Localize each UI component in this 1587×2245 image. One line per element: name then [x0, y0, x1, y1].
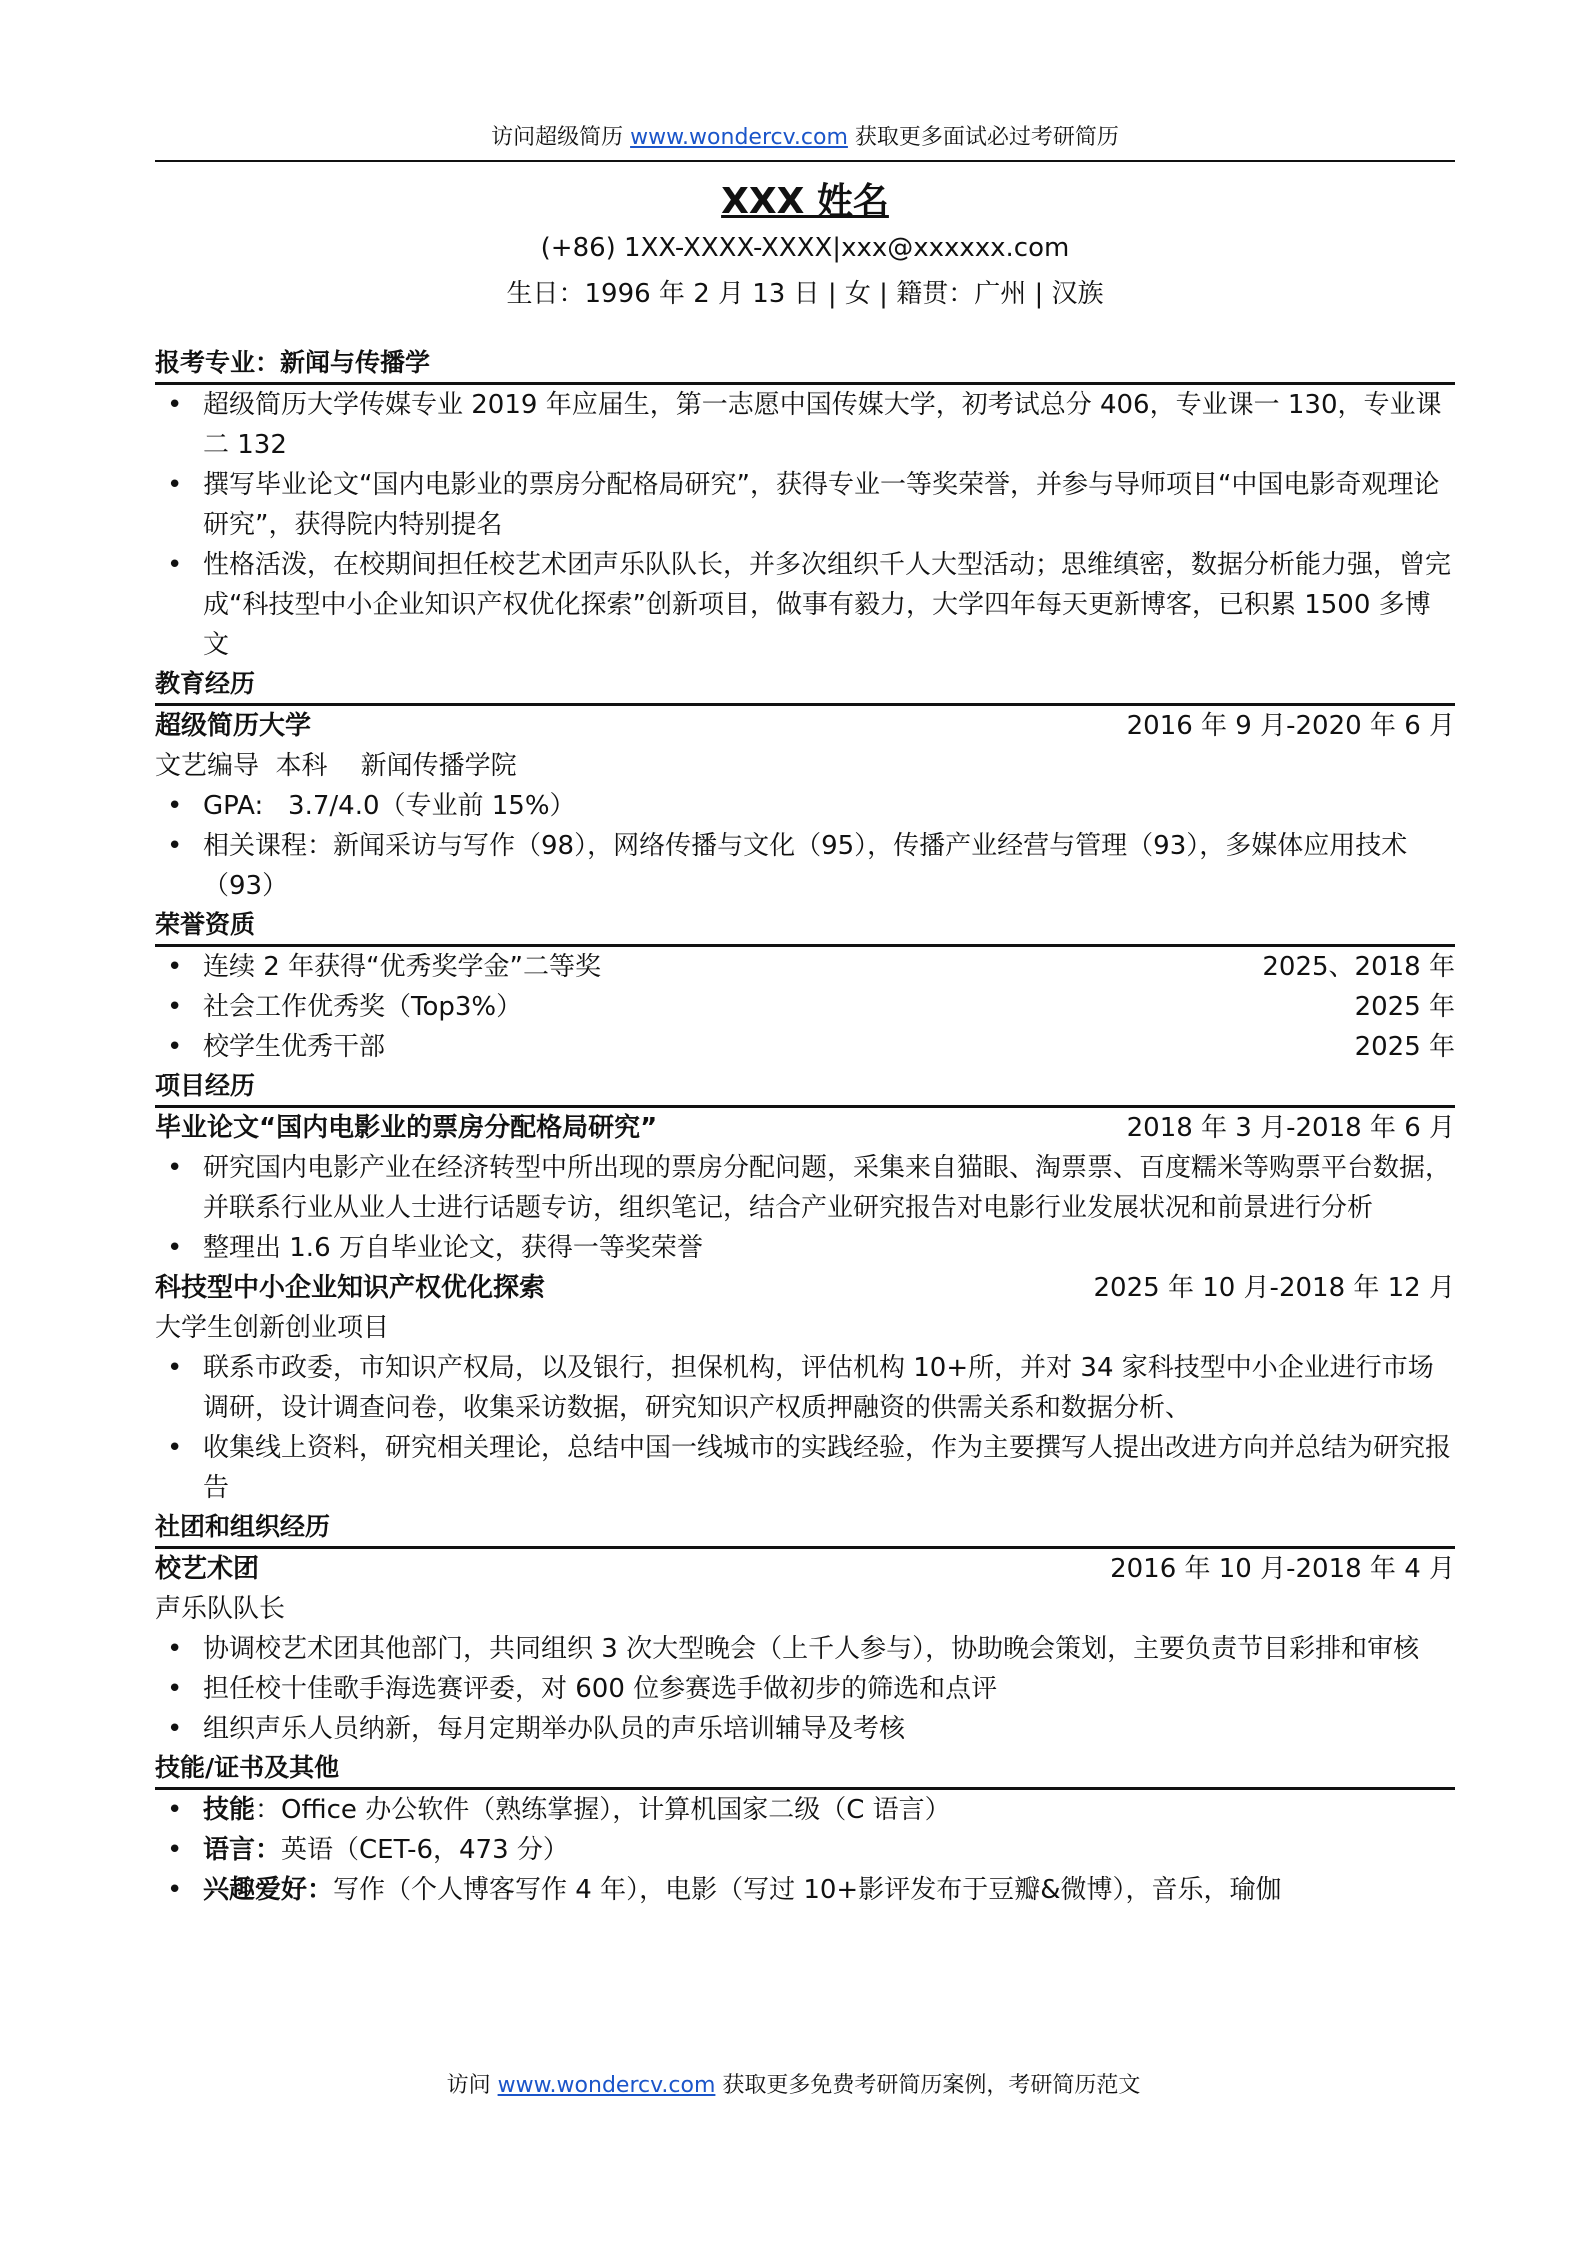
skill-separator: ： — [255, 1795, 282, 1825]
section-title-clubs: 社团和组织经历 — [155, 1508, 1455, 1549]
top-divider — [155, 160, 1455, 162]
project-bullets — [155, 1348, 1455, 1508]
list-item: • 撰写毕业论文“国内电影业的票房分配格局研究”，获得专业一等奖荣誉，并参与导师项目“中国电影奇观理论研究”，获得院内特别提名 — [155, 465, 1455, 545]
skills-list — [155, 1790, 1455, 1910]
list-item: • 协调校艺术团其他部门，共同组织 3 次大型晚会（上千人参与），协助晚会策划，主要负责节目彩排和审核 — [155, 1629, 1455, 1669]
education-header — [155, 706, 1455, 746]
project-bullets — [155, 1148, 1455, 1268]
club-date: 2016 年 10 月-2018 年 4 月 — [1110, 1554, 1455, 1584]
footer-banner — [0, 2068, 1587, 2099]
school-name: 超级简历大学 — [155, 711, 312, 741]
resume-page — [155, 0, 1455, 1910]
skill-label: 语言： — [203, 1835, 282, 1865]
list-item: • 性格活泼，在校期间担任校艺术团声乐队队长，并多次组织千人大型活动；思维缜密，数据分析能力强，曾完成“科技型中小企业知识产权优化探索”创新项目，做事有毅力，大学四年每天更新博客，已积累 1500 多博文 — [155, 545, 1455, 665]
honor-item — [155, 947, 1455, 987]
education-detail: 文艺编导 本科 新闻传播学院 — [155, 751, 517, 781]
skill-text: 写作（个人博客写作 4 年），电影（写过 10+影评发布于豆瓣&微博），音乐，瑜伽 — [333, 1875, 1282, 1905]
club-bullets — [155, 1629, 1455, 1749]
skill-label: 技能 — [203, 1795, 256, 1825]
candidate-name: XXX 姓名 — [721, 181, 889, 222]
honor-text: • 社会工作优秀奖（Top3%） — [203, 992, 523, 1022]
personal-info: 生日：1996 年 2 月 13 日 | 女 | 籍贯：广州 | 汉族 — [506, 279, 1104, 309]
skill-item — [155, 1830, 1455, 1870]
honor-item — [155, 987, 1455, 1027]
club-header — [155, 1549, 1455, 1589]
project-name: 科技型中小企业知识产权优化探索 — [155, 1273, 546, 1303]
honor-year: 2025 年 — [1354, 992, 1455, 1022]
honor-text: • 连续 2 年获得“优秀奖学金”二等奖 — [203, 952, 602, 982]
section-title-honors: 荣誉资质 — [155, 906, 1455, 947]
honor-year: 2025、2018 年 — [1262, 952, 1455, 982]
list-item: • 组织声乐人员纳新，每月定期举办队员的声乐培训辅导及考核 — [155, 1709, 1455, 1749]
honor-year: 2025 年 — [1354, 1032, 1455, 1062]
list-item: • 担任校十佳歌手海选赛评委，对 600 位参赛选手做初步的筛选和点评 — [155, 1669, 1455, 1709]
project-header — [155, 1268, 1455, 1308]
project-date: 2018 年 3 月-2018 年 6 月 — [1126, 1113, 1455, 1143]
section-title-skills: 技能/证书及其他 — [155, 1749, 1455, 1790]
education-date: 2016 年 9 月-2020 年 6 月 — [1126, 711, 1455, 741]
contact-line: (+86) 1XX-XXXX-XXXX|xxx@xxxxxx.com — [540, 233, 1070, 263]
section-title-target: 报考专业：新闻与传播学 — [155, 344, 1455, 385]
education-bullets — [155, 786, 1455, 906]
target-bullets — [155, 385, 1455, 665]
honor-text: • 校学生优秀干部 — [203, 1032, 386, 1062]
banner-suffix: 获取更多面试必过考研简历 — [847, 125, 1119, 150]
project-subtitle: 大学生创新创业项目 — [155, 1313, 390, 1343]
skill-label: 兴趣爱好： — [203, 1875, 334, 1905]
top-banner — [155, 0, 1455, 156]
project-date: 2025 年 10 月-2018 年 12 月 — [1093, 1273, 1455, 1303]
footer-suffix: 获取更多免费考研简历案例，考研简历范文 — [715, 2073, 1141, 2098]
project-name: 毕业论文“国内电影业的票房分配格局研究” — [155, 1113, 658, 1143]
club-name: 校艺术团 — [155, 1554, 260, 1584]
footer-link[interactable]: www.wondercv.com — [497, 2073, 716, 2098]
honor-item — [155, 1027, 1455, 1067]
club-role: 声乐队队长 — [155, 1594, 286, 1624]
list-item: • 收集线上资料，研究相关理论，总结中国一线城市的实践经验，作为主要撰写人提出改进方向并总结为研究报告 — [155, 1428, 1455, 1508]
section-title-projects: 项目经历 — [155, 1067, 1455, 1108]
skill-text: Office 办公软件（熟练掌握），计算机国家二级（C 语言） — [281, 1795, 951, 1825]
list-item: • 超级简历大学传媒专业 2019 年应届生，第一志愿中国传媒大学，初考试总分 406，专业课一 130，专业课二 132 — [155, 385, 1455, 465]
list-item: • 研究国内电影产业在经济转型中所出现的票房分配问题，采集来自猫眼、淘票票、百度糯米等购票平台数据，并联系行业从业人士进行话题专访，组织笔记，结合产业研究报告对电影行业发展状况和前景进行分析 — [155, 1148, 1455, 1228]
list-item: • 相关课程：新闻采访与写作（98），网络传播与文化（95），传播产业经营与管理（93），多媒体应用技术（93） — [155, 826, 1455, 906]
project-header — [155, 1108, 1455, 1148]
list-item: • 整理出 1.6 万自毕业论文，获得一等奖荣誉 — [155, 1228, 1455, 1268]
banner-link[interactable]: www.wondercv.com — [630, 125, 848, 150]
skill-text: 英语（CET-6，473 分） — [281, 1835, 569, 1865]
list-item: • 联系市政委，市知识产权局，以及银行，担保机构，评估机构 10+所，并对 34 家科技型中小企业进行市场调研，设计调查问卷，收集采访数据，研究知识产权质押融资的供需关系和数据分析、 — [155, 1348, 1455, 1428]
section-title-education: 教育经历 — [155, 665, 1455, 706]
skill-item — [155, 1870, 1455, 1910]
footer-prefix: 访问 — [446, 2073, 498, 2098]
skill-item — [155, 1790, 1455, 1830]
banner-prefix: 访问超级简历 — [491, 125, 631, 150]
list-item: • GPA: 3.7/4.0（专业前 15%） — [155, 786, 1455, 826]
honors-list — [155, 947, 1455, 1067]
